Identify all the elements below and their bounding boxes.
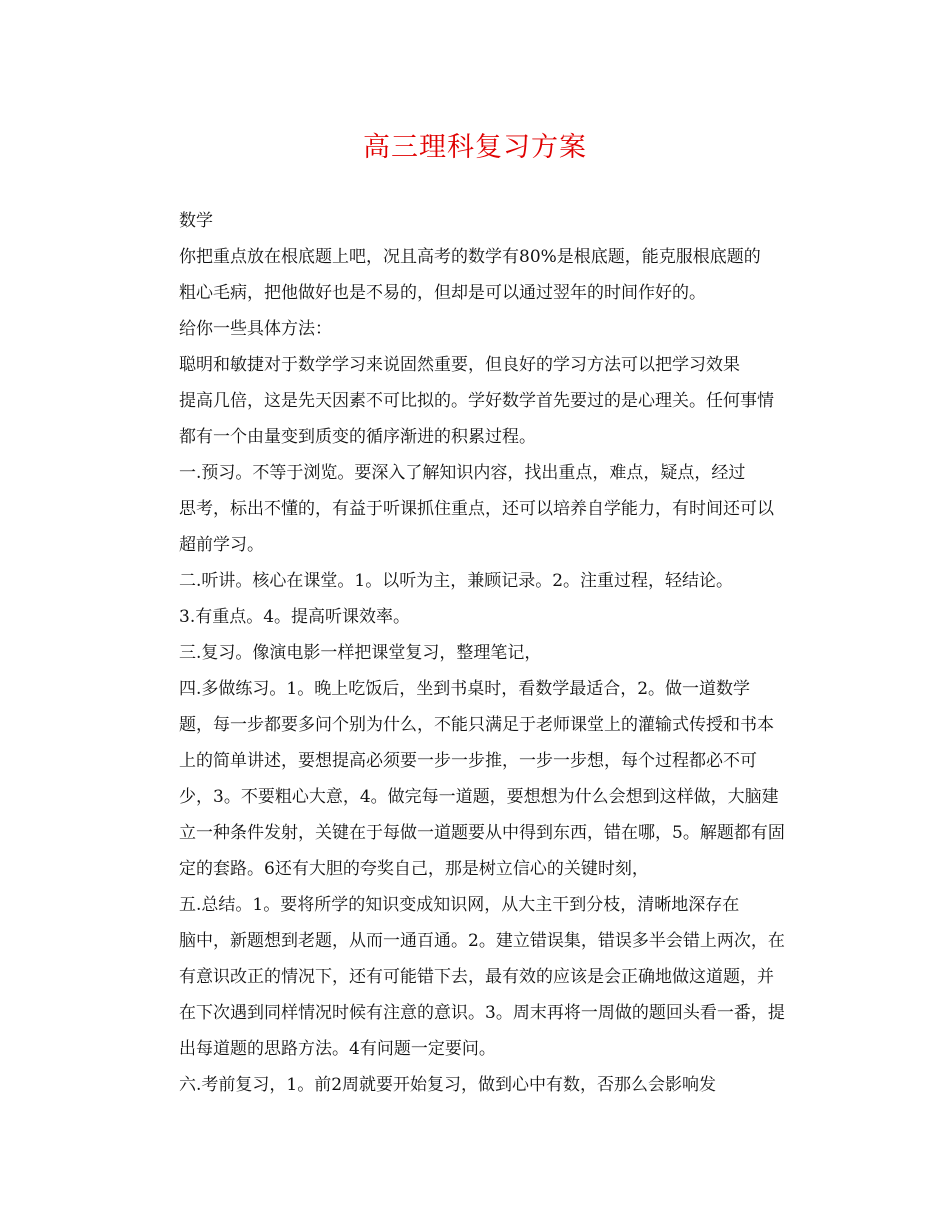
paragraph — [145, 347, 810, 455]
paragraph — [145, 887, 810, 1067]
paragraph — [145, 1067, 810, 1103]
text-line: 有意识改正的情况下，还有可能错下去，最有效的应该是会正确地做这道题，并 — [179, 967, 774, 987]
text-line: 超前学习。 — [179, 535, 264, 555]
text-line: 都有一个由量变到质变的循序渐进的积累过程。 — [179, 427, 536, 447]
paragraph — [145, 635, 810, 671]
paragraph — [145, 671, 810, 887]
text-line: 提高几倍，这是先天因素不可比拟的。学好数学首先要过的是心理关。任何事情 — [179, 391, 774, 411]
section-heading — [145, 203, 810, 239]
text-line: 三.复习。像演电影一样把课堂复习，整理笔记， — [179, 643, 542, 663]
text-line: 粗心毛病，把他做好也是不易的，但却是可以通过翌年的时间作好的。 — [179, 283, 706, 303]
text-line: 二.听讲。核心在课堂。1。以听为主，兼顾记录。2。注重过程，轻结论。 — [179, 571, 734, 591]
text-line: 3.有重点。4。提高听课效率。 — [179, 607, 411, 627]
text-line: 在下次遇到同样情况时候有注意的意识。3。周末再将一周做的题回头看一番，提 — [179, 1003, 785, 1023]
paragraph — [145, 563, 810, 635]
text-line: 出每道题的思路方法。4有问题一定要问。 — [179, 1039, 496, 1059]
text-line: 脑中，新题想到老题，从而一通百通。2。建立错误集，错误多半会错上两次，在 — [179, 931, 785, 951]
text-line: 思考，标出不懂的，有益于听课抓住重点，还可以培养自学能力，有时间还可以 — [179, 499, 774, 519]
text-line: 四.多做练习。1。晚上吃饭后，坐到书桌时，看数学最适合，2。做一道数学 — [179, 679, 751, 699]
document-body — [145, 203, 810, 1103]
text-line: 数学 — [179, 211, 213, 231]
text-line: 聪明和敏捷对于数学学习来说固然重要，但良好的学习方法可以把学习效果 — [179, 355, 740, 375]
paragraph — [145, 239, 810, 311]
text-line: 六.考前复习，1。前2周就要开始复习，做到心中有数，否那么会影响发 — [179, 1075, 717, 1095]
text-line: 五.总结。1。要将所学的知识变成知识网，从大主干到分枝，清晰地深存在 — [179, 895, 740, 915]
text-line: 立一种条件发射，关键在于每做一道题要从中得到东西，错在哪，5。解题都有固 — [179, 823, 785, 843]
paragraph — [145, 311, 810, 347]
text-line: 题，每一步都要多问个别为什么，不能只满足于老师课堂上的灌输式传授和书本 — [179, 715, 774, 735]
text-line: 定的套路。6还有大胆的夸奖自己，那是树立信心的关键时刻， — [179, 859, 649, 879]
text-line: 上的简单讲述，要想提高必须要一步一步推，一步一步想，每个过程都必不可 — [179, 751, 757, 771]
text-line: 给你一些具体方法： — [179, 319, 332, 339]
document-title: 高三理科复习方案 — [363, 132, 587, 163]
text-line: 少，3。不要粗心大意，4。做完每一道题，要想想为什么会想到这样做，大脑建 — [179, 787, 779, 807]
text-line: 你把重点放在根底题上吧，况且高考的数学有80%是根底题，能克服根底题的 — [179, 247, 761, 267]
text-line: 一.预习。不等于浏览。要深入了解知识内容，找出重点，难点，疑点，经过 — [179, 463, 746, 483]
paragraph — [145, 455, 810, 563]
